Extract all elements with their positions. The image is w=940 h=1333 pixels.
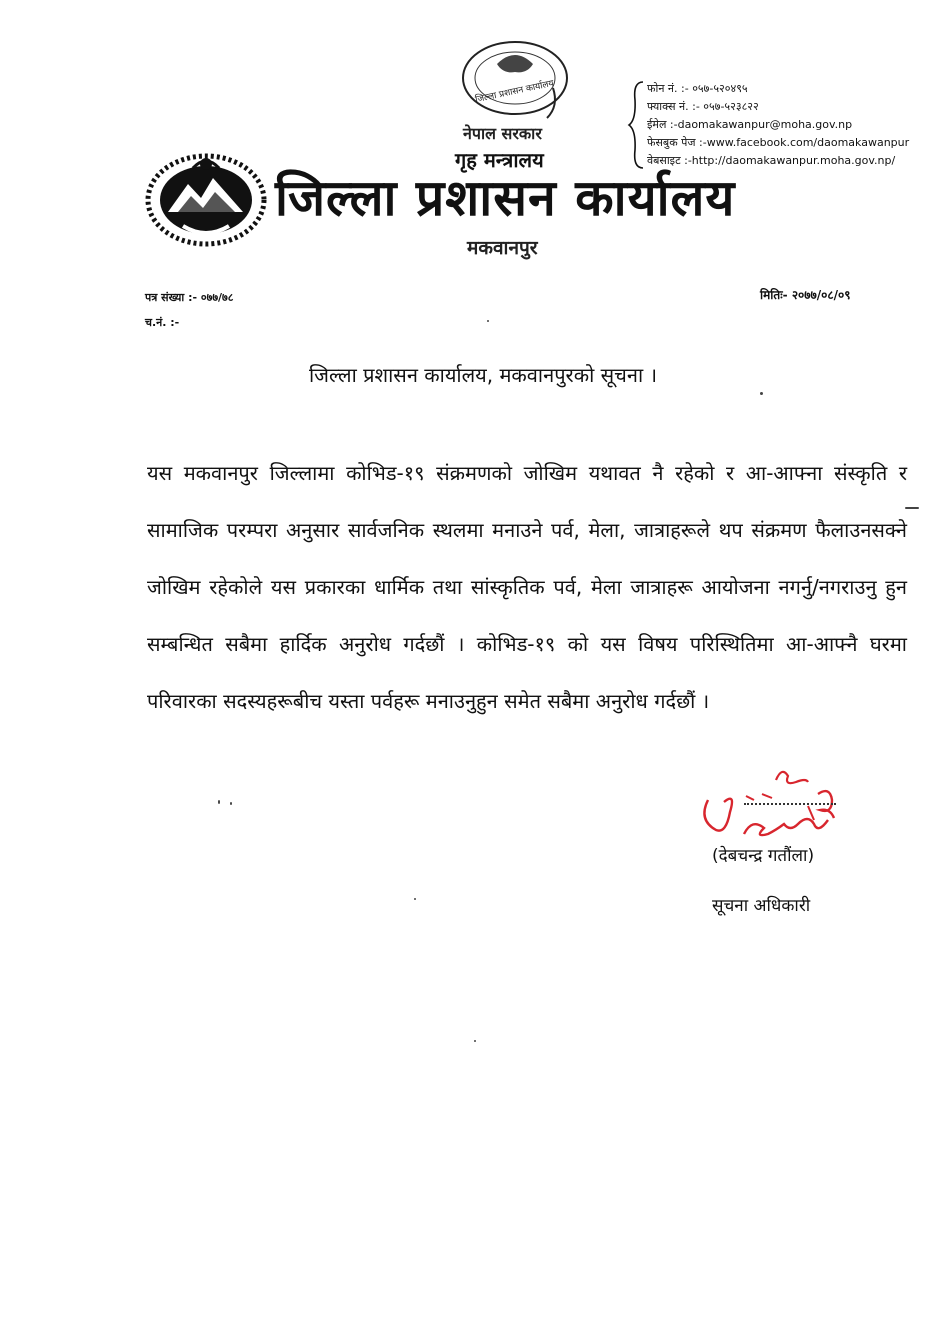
nepal-emblem-icon	[143, 148, 269, 248]
office-title: जिल्ला प्रशासन कार्यालय	[275, 169, 736, 227]
scan-speck	[905, 507, 919, 509]
letter-number: पत्र संख्या :- ०७७/७८	[145, 291, 234, 304]
ministry-name: गृह मन्त्रालय	[455, 148, 544, 172]
district-name: मकवानपुर	[467, 237, 538, 259]
dispatch-number: च.नं. :-	[145, 316, 180, 329]
handwritten-signature	[688, 760, 858, 850]
scan-speck	[230, 802, 232, 805]
scan-speck	[760, 392, 763, 395]
svg-text:जिल्ला प्रशासन कार्यालय: जिल्ला प्रशासन कार्यालय	[474, 78, 555, 106]
contact-info	[647, 80, 909, 170]
signer-name: (देबचन्द्र गतौंला)	[712, 846, 815, 866]
facebook-page: फेसबुक पेज :-www.facebook.com/daomakawanpur	[647, 136, 910, 149]
notice-title: जिल्ला प्रशासन कार्यालय, मकवानपुरको सूचना ।	[309, 363, 658, 387]
scan-speck	[474, 1040, 476, 1042]
fax-number: फ्याक्स नं. :- ०५७-५२३८२२	[647, 100, 759, 113]
government-name: नेपाल सरकार	[463, 124, 542, 143]
letter-date: मितिः- २०७७/०८/०९	[760, 288, 851, 302]
notice-body	[147, 445, 907, 730]
email-address: ईमेल :-daomakawanpur@moha.gov.np	[647, 118, 853, 131]
phone-number: फोन नं. :- ०५७-५२०४९५	[647, 82, 748, 95]
contact-brace	[627, 80, 647, 170]
scan-speck	[414, 898, 416, 900]
scan-speck	[218, 800, 220, 804]
signer-designation: सूचना अधिकारी	[712, 896, 811, 916]
signature-line	[744, 803, 836, 805]
notice-paragraph: यस मकवानपुर जिल्लामा कोभिड-१९ संक्रमणको जोखिम यथावत नै रहेको र आ-आफ्ना संस्कृति र सामाजिक परम्परा अनुसार सार्वजनिक स्थलमा मनाउने पर्व, मेला, जात्राहरूले थप संक्रमण फैलाउनसक्ने जोखिम रहेकोले यस प्रकारका धार्मिक तथा सांस्कृतिक पर्व, मेला जात्राहरू आयोजना नगर्नु/नगराउनु हुन सम्बन्धित सबैमा हार्दिक अनुरोध गर्दछौं । कोभिड-१९ को यस विषय परिस्थितिमा आ-आफ्नै घरमा परिवारका सदस्यहरूबीच यस्ता पर्वहरू मनाउनुहुन समेत सबैमा अनुरोध गर्दछौं ।	[147, 461, 907, 713]
website-url: वेबसाइट :-http://daomakawanpur.moha.gov.np/	[647, 154, 896, 167]
scan-speck	[487, 320, 489, 322]
